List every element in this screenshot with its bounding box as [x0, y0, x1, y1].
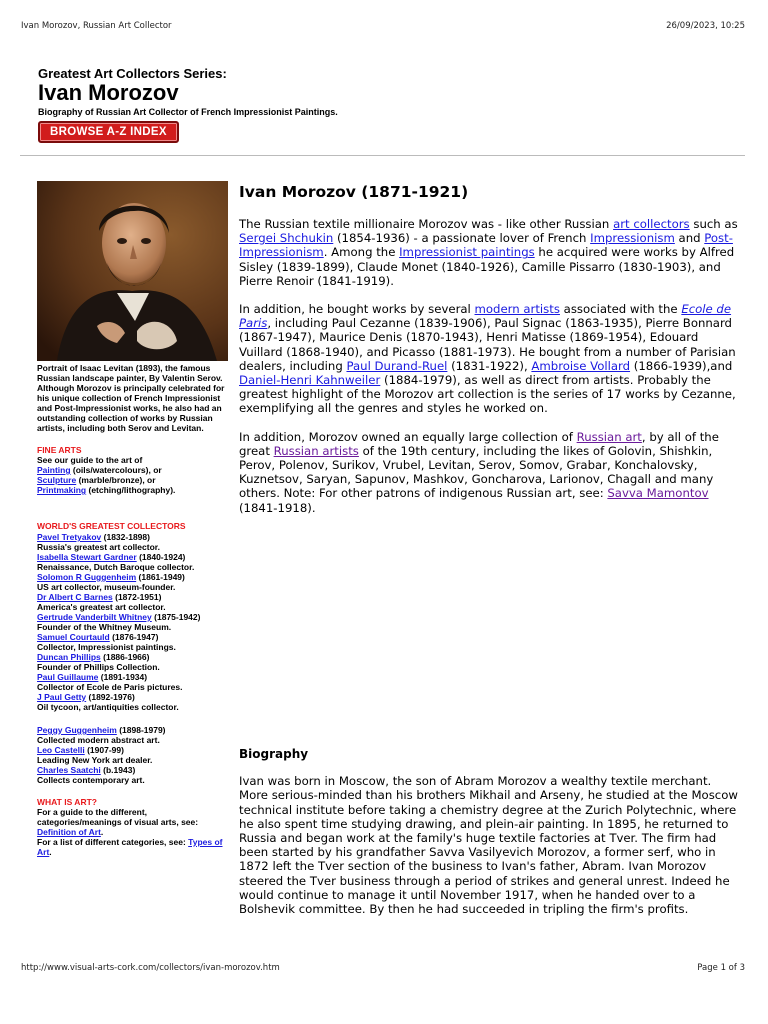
ambroise-vollard-link[interactable]: Ambroise Vollard: [531, 358, 631, 373]
browse-az-index-button[interactable]: BROWSE A-Z INDEX: [38, 121, 179, 143]
printmaking-link[interactable]: Printmaking: [37, 485, 87, 495]
collector-description: Founder of the Whitney Museum.: [37, 622, 172, 632]
collector-dates: (1886-1966): [103, 652, 150, 662]
collector-item: [37, 592, 232, 612]
fine-arts-heading: FINE ARTS: [37, 445, 82, 455]
biography-section: [239, 747, 739, 916]
collectors-list: [37, 532, 232, 712]
what-is-art-intro: For a guide to the different, categories/meanings of visual arts, see:: [37, 807, 199, 827]
post-impressionism-link[interactable]: Post-Impressionism: [239, 231, 733, 260]
print-url: http://www.visual-arts-cork.com/collectors/ivan-morozov.htm: [21, 963, 280, 973]
collector-item: [37, 572, 232, 592]
article-paragraph-3: In addition, Morozov owned an equally large collection of Russian art, by all of the great Russian artists of the 19th century, including the likes of Golovin, Shishkin, Perov, Polenov, Surikov, Vrubel, Levitan, Serov, Somov, Grabar, Konchalovsky, Kuznetsov, Saryan, Sapunov, Mashkov, Goncharova, Larionov, Chagall and many others. Note: For other patrons of indigenous Russian art, see: Savva Mamontov (1841-1918).: [239, 429, 719, 515]
definition-of-art-link[interactable]: Definition of Art: [37, 827, 101, 837]
collector-item: [37, 765, 232, 785]
collector-link[interactable]: Dr Albert C Barnes: [37, 592, 113, 602]
article-paragraph-1: The Russian textile millionaire Morozov was - like other Russian art collectors such as Sergei Shchukin (1854-1936) - a passionate lover of French Impressionism and Post-Impressionism. Among the Impressionist paintings he acquired were works by Alfred Sisley (1839-1899), Claude Monet (1840-1926), Camille Pissarro (1830-1903), and Pierre Renoir (1841-1919).: [239, 217, 738, 288]
print-header: [21, 21, 745, 31]
art-collectors-link[interactable]: art collectors: [613, 217, 690, 231]
daniel-henri-kahnweiler-link[interactable]: Daniel-Henri Kahnweiler: [239, 373, 381, 388]
printmaking-note: (etching/lithography).: [88, 485, 176, 495]
collector-dates: (1875-1942): [154, 612, 201, 622]
page-title: Ivan Morozov: [38, 80, 179, 105]
categories-intro: For a list of different categories, see:: [37, 837, 186, 847]
collector-link[interactable]: Paul Guillaume: [37, 672, 99, 682]
collector-link[interactable]: Leo Castelli: [37, 745, 85, 755]
collector-item: [37, 612, 232, 632]
collector-description: Oil tycoon, art/antiquities collector.: [37, 702, 179, 712]
collector-link[interactable]: Solomon R Guggenheim: [37, 572, 137, 582]
sidebar: [37, 181, 232, 857]
russian-art-link[interactable]: Russian art: [576, 429, 642, 444]
collector-dates: (1840-1924): [139, 552, 186, 562]
print-footer: [21, 963, 745, 973]
collector-description: Collector, Impressionist paintings.: [37, 642, 176, 652]
collector-link[interactable]: J Paul Getty: [37, 692, 87, 702]
biography-heading: Biography: [239, 747, 309, 761]
collectors-list-modern: [37, 725, 232, 785]
collector-description: Founder of Phillips Collection.: [37, 662, 160, 672]
painting-note: (oils/watercolours), or: [72, 465, 162, 475]
types-of-art-link[interactable]: Types of Art: [37, 837, 223, 857]
collector-item: [37, 532, 232, 552]
collector-description: Collected modern abstract art.: [37, 735, 160, 745]
ecole-de-paris-link[interactable]: Ecole de Paris: [239, 302, 732, 331]
collector-dates: (1861-1949): [138, 572, 185, 582]
collector-description: America's greatest art collector.: [37, 602, 166, 612]
what-is-art-text: For a guide to the different, categories/meanings of visual arts, see: Definition of Art. For a list of different categories, see: Types of Art.: [37, 807, 223, 857]
collector-link[interactable]: Gertrude Vanderbilt Whitney: [37, 612, 152, 622]
collector-description: Russia's greatest art collector.: [37, 542, 160, 552]
site-header: [38, 66, 718, 143]
collector-dates: (1832-1898): [103, 532, 150, 542]
collector-link[interactable]: Isabella Stewart Gardner: [37, 552, 137, 562]
painting-link[interactable]: Painting: [37, 465, 71, 475]
collector-link[interactable]: Charles Saatchi: [37, 765, 101, 775]
collector-dates: (1891-1934): [100, 672, 148, 682]
levitan-portrait-image: [37, 181, 228, 361]
savva-mamontov-link[interactable]: Savva Mamontov: [607, 486, 709, 501]
article-paragraph-2: In addition, he bought works by several modern artists associated with the Ecole de Paris, including Paul Cezanne (1839-1906), Paul Signac (1863-1935), Pierre Bonnard (1867-1947), Maurice Denis (1870-1943), Henri Matisse (1869-1954), Edouard Vuillard (1868-1940), and Picasso (1881-1973). He bought from a number of Parisian dealers, including Paul Durand-Ruel (1831-1922), Ambroise Vollard (1866-1939),and Daniel-Henri Kahnweiler (1884-1979), as well as direct from artists. Probably the greatest highlight of the Morozov art collection is the series of 17 works by Cezanne, exemplifying all the genres and styles he worked on.: [239, 302, 736, 416]
collector-link[interactable]: Pavel Tretyakov: [37, 532, 102, 542]
collector-description: Renaissance, Dutch Baroque collector.: [37, 562, 195, 572]
collector-item: [37, 692, 232, 712]
biography-paragraph-1: Ivan was born in Moscow, the son of Abram Morozov a wealthy textile merchant. More serious-minded than his brothers Mikhail and Arseny, he studied at the Moscow technical institute before taking a chemistry degree at the Zurich Polytechnic, where he also spent time studying drawing, and plein-air painting. In 1895, he returned to Russia and began work at the family's huge textile factories at Tver. The firm had been started by his grandfather Savva Vasilyevich Morozov, a former serf, who in 1872 left the Tver section of the business to Ivan's father, Abram. Ivan Morozov steered the Tver business through a period of strikes and general unrest. Indeed he would continue to manage it until November 1917, when he handed over to a Bolshevik committee. By then he had succeeded in tripling the firm's profits.: [239, 774, 738, 917]
modern-artists-link[interactable]: modern artists: [474, 302, 560, 317]
russian-artists-link[interactable]: Russian artists: [273, 443, 359, 458]
header-divider: [20, 155, 745, 156]
fine-arts-intro: See our guide to the art of: [37, 455, 143, 465]
collector-dates: (b.1943): [103, 765, 136, 775]
portrait-caption: Portrait of Isaac Levitan (1893), the famous Russian landscape painter, By Valentin Serov. Although Morozov is principally celebrated for his unique collection of French Impressionist and Post-Impressionist works, he also had an outstanding collection of works by Russian artists, including both Serov and Levitan.: [37, 363, 225, 433]
collector-dates: (1872-1951): [115, 592, 162, 602]
collector-dates: (1876-1947): [112, 632, 159, 642]
collector-dates: (1898-1979): [119, 725, 166, 735]
sculpture-link[interactable]: Sculpture: [37, 475, 77, 485]
page-subtitle: Biography of Russian Art Collector of French Impressionist Paintings.: [38, 107, 338, 117]
collector-dates: (1907-99): [87, 745, 124, 755]
collector-link[interactable]: Peggy Guggenheim: [37, 725, 117, 735]
collector-item: [37, 725, 232, 745]
article: [239, 180, 739, 529]
collector-link[interactable]: Samuel Courtauld: [37, 632, 110, 642]
collector-dates: (1892-1976): [88, 692, 135, 702]
impressionism-link[interactable]: Impressionism: [590, 231, 675, 246]
collectors-heading: WORLD'S GREATEST COLLECTORS: [37, 521, 186, 531]
what-is-art-heading: WHAT IS ART?: [37, 797, 97, 807]
collector-item: [37, 632, 232, 652]
paul-durand-ruel-link[interactable]: Paul Durand-Ruel: [346, 358, 448, 373]
collector-item: [37, 652, 232, 672]
sculpture-note: (marble/bronze), or: [78, 475, 156, 485]
collector-description: US art collector, museum-founder.: [37, 582, 176, 592]
collector-description: Leading New York art dealer.: [37, 755, 153, 765]
article-heading: Ivan Morozov (1871-1921): [239, 183, 469, 201]
print-page-title: Ivan Morozov, Russian Art Collector: [21, 21, 172, 31]
series-title: Greatest Art Collectors Series:: [38, 66, 227, 81]
fine-arts-text: [37, 455, 232, 495]
collector-item: [37, 745, 232, 765]
collector-description: Collector of Ecole de Paris pictures.: [37, 682, 183, 692]
impressionist-paintings-link[interactable]: Impressionist paintings: [399, 245, 535, 260]
collector-description: Collects contemporary art.: [37, 775, 145, 785]
collector-item: [37, 672, 232, 692]
print-page-number: Page 1 of 3: [697, 963, 745, 973]
sergei-shchukin-link[interactable]: Sergei Shchukin: [239, 231, 334, 246]
print-datetime: 26/09/2023, 10:25: [666, 21, 745, 31]
collector-link[interactable]: Duncan Phillips: [37, 652, 101, 662]
collector-item: [37, 552, 232, 572]
